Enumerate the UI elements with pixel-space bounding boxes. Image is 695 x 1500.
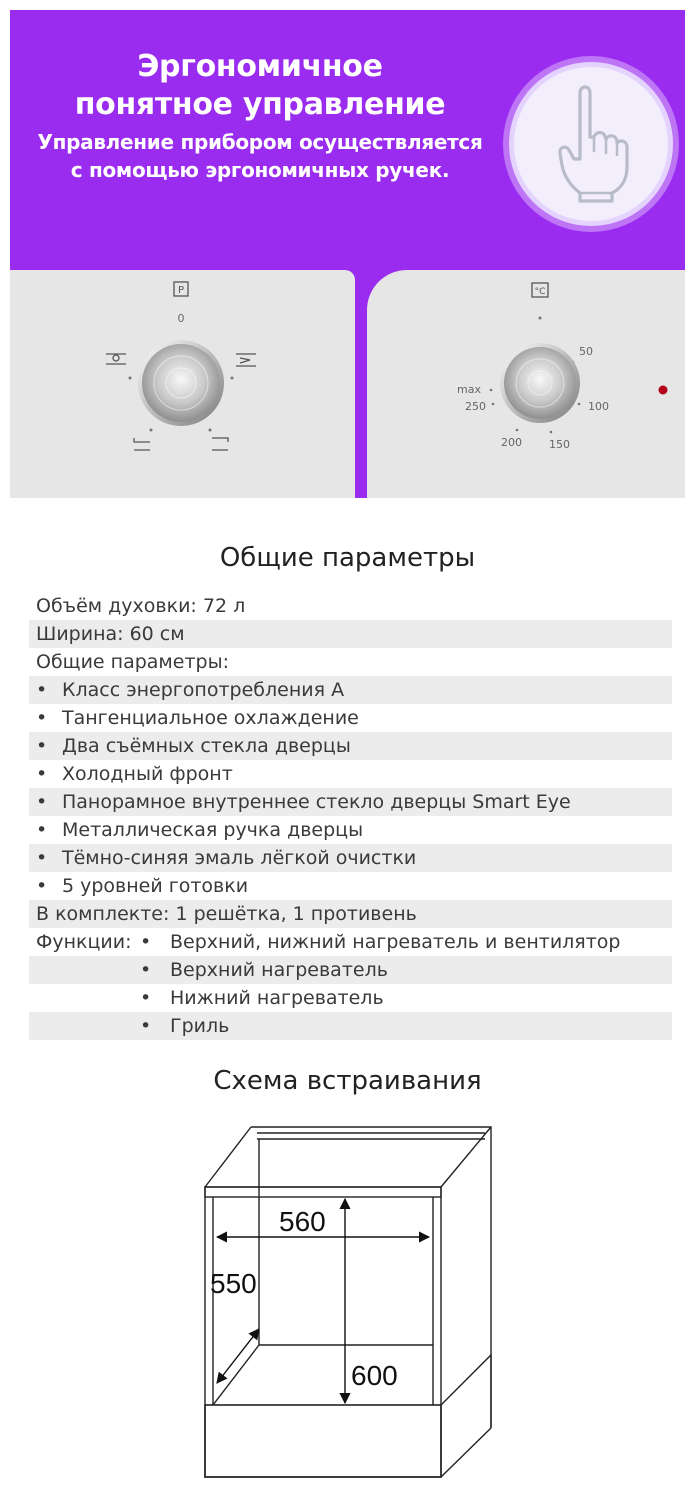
function-text: Гриль xyxy=(170,1015,230,1037)
scheme-title: Схема встраивания xyxy=(213,1066,482,1096)
list-item xyxy=(29,872,672,900)
mode-knob[interactable] xyxy=(138,340,224,426)
bottom-heater-icon xyxy=(134,438,150,450)
function-text: Верхний нагреватель xyxy=(170,959,388,981)
feature-text: Металлическая ручка дверцы xyxy=(62,819,364,841)
list-item xyxy=(29,788,672,816)
installation-diagram xyxy=(195,1115,505,1490)
temp-250-label: 250 xyxy=(465,400,486,413)
banner-subtitle: Управление прибором осуществляется с помощью эргономичных ручек. xyxy=(37,130,483,182)
param-volume: Объём духовки: 72 л xyxy=(36,595,246,617)
param-general-label: Общие параметры: xyxy=(36,651,229,673)
depth-dimension: 550 xyxy=(210,1268,257,1299)
list-item xyxy=(29,956,672,984)
bullet: • xyxy=(140,931,152,953)
list-item xyxy=(29,984,672,1012)
height-dimension: 600 xyxy=(351,1360,398,1391)
feature-text: Два съёмных стекла дверцы xyxy=(62,735,351,757)
temp-max-label: max xyxy=(457,383,481,396)
fan-mode-icon xyxy=(106,354,126,364)
mode-zero-label: 0 xyxy=(177,312,185,325)
function-text: Верхний, нижний нагреватель и вентилятор xyxy=(170,931,621,953)
list-item xyxy=(29,732,672,760)
bullet: • xyxy=(140,959,152,981)
bullet: • xyxy=(36,819,48,841)
list-item xyxy=(29,816,672,844)
param-row xyxy=(29,620,672,648)
bullet: • xyxy=(140,987,152,1009)
bullet: • xyxy=(36,875,48,897)
param-row xyxy=(29,592,672,620)
temperature-knob[interactable] xyxy=(500,343,580,423)
width-dimension: 560 xyxy=(279,1206,326,1237)
param-kit: В комплекте: 1 решётка, 1 противень xyxy=(36,903,417,925)
temp-150-label: 150 xyxy=(549,438,570,451)
feature-text: Холодный фронт xyxy=(62,763,233,785)
params-title: Общие параметры xyxy=(219,543,476,573)
top-heater-icon xyxy=(212,438,228,450)
functions-label: Функции: xyxy=(36,931,132,953)
list-item xyxy=(29,704,672,732)
feature-text: Тёмно-синяя эмаль лёгкой очистки xyxy=(62,847,417,869)
oven-mode-panel xyxy=(10,270,355,498)
pointing-hand-icon xyxy=(509,62,673,226)
grill-mode-icon xyxy=(236,354,256,366)
param-row xyxy=(29,648,672,676)
feature-text: 5 уровней готовки xyxy=(62,875,249,897)
list-item xyxy=(29,1012,672,1040)
param-width: Ширина: 60 см xyxy=(36,623,185,645)
temp-100-label: 100 xyxy=(588,400,609,413)
list-item xyxy=(29,844,672,872)
temp-50-label: 50 xyxy=(579,345,593,358)
indicator-light xyxy=(659,386,668,395)
bullet: • xyxy=(36,763,48,785)
celsius-label: °C xyxy=(534,287,546,297)
bullet: • xyxy=(36,735,48,757)
bullet: • xyxy=(36,679,48,701)
bullet: • xyxy=(36,707,48,729)
feature-text: Панорамное внутреннее стекло дверцы Smart Eye xyxy=(62,791,571,813)
function-text: Нижний нагреватель xyxy=(170,987,384,1009)
promo-banner xyxy=(10,10,685,498)
list-item xyxy=(29,928,672,956)
temperature-panel xyxy=(367,270,685,498)
bullet: • xyxy=(36,847,48,869)
feature-text: Класс энергопотребления А xyxy=(62,679,345,701)
params-list xyxy=(29,592,672,1040)
list-item xyxy=(29,760,672,788)
feature-text: Тангенциальное охлаждение xyxy=(62,707,359,729)
banner-text xyxy=(10,48,510,184)
bullet: • xyxy=(36,791,48,813)
mode-p-label: P xyxy=(177,285,185,296)
bullet: • xyxy=(140,1015,152,1037)
temp-200-label: 200 xyxy=(501,436,522,449)
depth-arrow xyxy=(217,1329,259,1383)
banner-title: Эргономичное понятное управление xyxy=(74,49,446,122)
param-row xyxy=(29,900,672,928)
list-item xyxy=(29,676,672,704)
